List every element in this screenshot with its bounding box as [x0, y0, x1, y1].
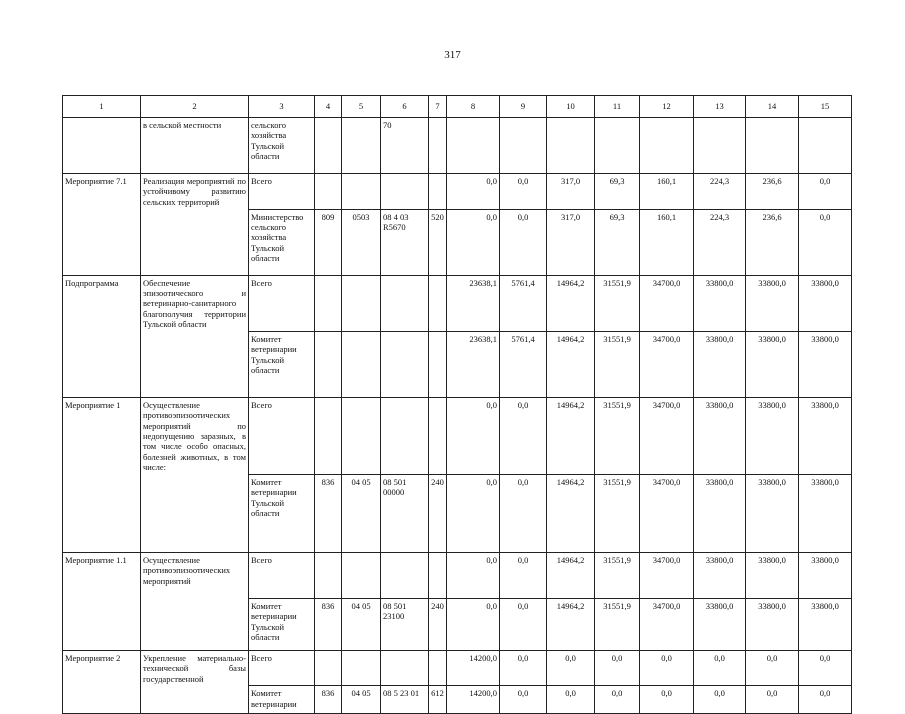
expense-type-cell	[429, 397, 447, 474]
expense-type-cell	[429, 118, 447, 174]
amount-cell: 0,0	[500, 397, 547, 474]
amount-cell: 33800,0	[694, 552, 746, 598]
amount-cell: 33800,0	[746, 598, 799, 650]
amount-cell: 33800,0	[746, 275, 799, 331]
target-code-cell	[381, 650, 429, 686]
amount-cell	[547, 118, 595, 174]
expense-type-cell	[429, 275, 447, 331]
amount-cell: 34700,0	[640, 275, 694, 331]
amount-cell	[799, 118, 852, 174]
amount-cell: 0,0	[500, 474, 547, 552]
amount-cell: 31551,9	[595, 552, 640, 598]
measure-name-cell: Мероприятие 7.1	[63, 174, 141, 210]
grbs-code-cell	[315, 397, 342, 474]
amount-cell: 0,0	[447, 397, 500, 474]
amount-cell: 14964,2	[547, 275, 595, 331]
amount-cell: 33800,0	[746, 397, 799, 474]
target-code-cell	[381, 275, 429, 331]
header-cell: 8	[447, 96, 500, 118]
section-code-cell	[342, 650, 381, 686]
target-code-cell: 08 5 23 01	[381, 686, 429, 714]
measure-name-cell	[63, 474, 141, 552]
amount-cell: 0,0	[547, 650, 595, 686]
amount-cell: 0,0	[746, 686, 799, 714]
expense-type-cell	[429, 174, 447, 210]
amount-cell: 0,0	[595, 686, 640, 714]
table-row	[63, 650, 852, 686]
header-cell: 6	[381, 96, 429, 118]
amount-cell: 33800,0	[799, 275, 852, 331]
section-code-cell: 04 05	[342, 474, 381, 552]
header-cell: 9	[500, 96, 547, 118]
amount-cell: 0,0	[500, 598, 547, 650]
section-code-cell: 04 05	[342, 686, 381, 714]
expense-type-cell: 240	[429, 598, 447, 650]
measure-name-cell: Подпрограмма	[63, 275, 141, 331]
section-code-cell	[342, 552, 381, 598]
amount-cell: 34700,0	[640, 331, 694, 397]
amount-cell: 33800,0	[799, 552, 852, 598]
target-code-cell	[381, 552, 429, 598]
section-code-cell	[342, 174, 381, 210]
grbs-code-cell	[315, 275, 342, 331]
amount-cell: 14200,0	[447, 686, 500, 714]
target-code-cell: 08 501 00000	[381, 474, 429, 552]
measure-name-cell	[63, 331, 141, 397]
section-code-cell	[342, 118, 381, 174]
expense-type-cell: 520	[429, 209, 447, 275]
expense-type-cell	[429, 650, 447, 686]
table-row	[63, 397, 852, 474]
amount-cell: 317,0	[547, 209, 595, 275]
grbs-code-cell: 836	[315, 686, 342, 714]
amount-cell: 31551,9	[595, 474, 640, 552]
amount-cell	[595, 118, 640, 174]
amount-cell: 236,6	[746, 174, 799, 210]
expense-type-cell: 240	[429, 474, 447, 552]
section-code-cell: 0503	[342, 209, 381, 275]
section-code-cell	[342, 331, 381, 397]
amount-cell: 34700,0	[640, 397, 694, 474]
measure-name-cell	[63, 118, 141, 174]
amount-cell: 0,0	[746, 650, 799, 686]
grbs-code-cell: 836	[315, 598, 342, 650]
target-code-cell	[381, 397, 429, 474]
amount-cell: 33800,0	[799, 598, 852, 650]
amount-cell: 33800,0	[746, 474, 799, 552]
amount-cell: 69,3	[595, 174, 640, 210]
amount-cell: 0,0	[447, 474, 500, 552]
amount-cell: 14964,2	[547, 397, 595, 474]
table-row	[63, 598, 852, 650]
amount-cell: 23638,1	[447, 331, 500, 397]
amount-cell: 14964,2	[547, 598, 595, 650]
amount-cell: 33800,0	[799, 474, 852, 552]
amount-cell: 33800,0	[694, 331, 746, 397]
measure-name-cell	[63, 598, 141, 650]
amount-cell	[746, 118, 799, 174]
grbs-code-cell: 836	[315, 474, 342, 552]
amount-cell: 0,0	[500, 174, 547, 210]
amount-cell	[640, 118, 694, 174]
header-row	[63, 96, 852, 118]
amount-cell: 0,0	[500, 552, 547, 598]
table-row	[63, 686, 852, 714]
expense-type-cell	[429, 552, 447, 598]
amount-cell: 31551,9	[595, 598, 640, 650]
grbs-code-cell	[315, 174, 342, 210]
amount-cell: 31551,9	[595, 397, 640, 474]
measure-description-cell: Осуществление противоэпизоотических мероприятий по недопущению заразных, в том числе особо опасных, болезней животных, в том числе:	[141, 397, 249, 474]
expense-type-cell: 612	[429, 686, 447, 714]
amount-cell: 0,0	[447, 209, 500, 275]
amount-cell: 317,0	[547, 174, 595, 210]
amount-cell: 5761,4	[500, 275, 547, 331]
amount-cell: 69,3	[595, 209, 640, 275]
table-row	[63, 209, 852, 275]
header-cell: 4	[315, 96, 342, 118]
amount-cell	[694, 118, 746, 174]
executor-cell: сельского хозяйства Тульской области	[249, 118, 315, 174]
grbs-code-cell	[315, 118, 342, 174]
measure-name-cell	[63, 209, 141, 275]
expense-type-cell	[429, 331, 447, 397]
amount-cell: 0,0	[640, 686, 694, 714]
table-row	[63, 474, 852, 552]
amount-cell: 0,0	[799, 686, 852, 714]
measure-description-cell: Осуществление противоэпизоотических мероприятий	[141, 552, 249, 598]
table-row	[63, 275, 852, 331]
table-row	[63, 174, 852, 210]
measure-description-cell	[141, 209, 249, 275]
header-cell: 13	[694, 96, 746, 118]
header-cell: 2	[141, 96, 249, 118]
amount-cell	[500, 118, 547, 174]
header-cell: 14	[746, 96, 799, 118]
amount-cell: 14964,2	[547, 474, 595, 552]
header-cell: 15	[799, 96, 852, 118]
amount-cell: 31551,9	[595, 331, 640, 397]
amount-cell: 14200,0	[447, 650, 500, 686]
measure-description-cell: в сельской местности	[141, 118, 249, 174]
target-code-cell: 08 501 23100	[381, 598, 429, 650]
amount-cell: 0,0	[799, 174, 852, 210]
amount-cell: 34700,0	[640, 474, 694, 552]
measure-name-cell	[63, 686, 141, 714]
amount-cell: 33800,0	[799, 397, 852, 474]
amount-cell: 14964,2	[547, 331, 595, 397]
amount-cell: 33800,0	[799, 331, 852, 397]
amount-cell: 14964,2	[547, 552, 595, 598]
amount-cell: 0,0	[447, 552, 500, 598]
executor-cell: Всего	[249, 650, 315, 686]
amount-cell	[447, 118, 500, 174]
amount-cell: 0,0	[547, 686, 595, 714]
header-cell: 5	[342, 96, 381, 118]
executor-cell: Всего	[249, 397, 315, 474]
section-code-cell	[342, 275, 381, 331]
amount-cell: 33800,0	[694, 275, 746, 331]
executor-cell: Всего	[249, 174, 315, 210]
measure-description-cell: Обеспечение эпизоотического и ветеринарно-санитарного благополучия территории Тульской области	[141, 275, 249, 331]
amount-cell: 0,0	[799, 650, 852, 686]
header-cell: 12	[640, 96, 694, 118]
budget-table	[62, 95, 852, 714]
target-code-cell	[381, 331, 429, 397]
amount-cell: 0,0	[447, 174, 500, 210]
measure-name-cell: Мероприятие 2	[63, 650, 141, 686]
header-cell: 1	[63, 96, 141, 118]
measure-description-cell: Укрепление материально-технической базы государственной	[141, 650, 249, 686]
target-code-cell	[381, 174, 429, 210]
header-cell: 3	[249, 96, 315, 118]
executor-cell: Министерство сельского хозяйства Тульской области	[249, 209, 315, 275]
grbs-code-cell	[315, 331, 342, 397]
measure-name-cell: Мероприятие 1	[63, 397, 141, 474]
measure-description-cell	[141, 686, 249, 714]
amount-cell: 34700,0	[640, 552, 694, 598]
executor-cell: Всего	[249, 275, 315, 331]
executor-cell: Комитет ветеринарии Тульской области	[249, 474, 315, 552]
target-code-cell: 08 4 03 R5670	[381, 209, 429, 275]
amount-cell: 33800,0	[694, 474, 746, 552]
amount-cell: 0,0	[500, 686, 547, 714]
executor-cell: Всего	[249, 552, 315, 598]
measure-description-cell: Реализация мероприятий по устойчивому развитию сельских территорий	[141, 174, 249, 210]
amount-cell: 33800,0	[694, 598, 746, 650]
grbs-code-cell	[315, 552, 342, 598]
grbs-code-cell: 809	[315, 209, 342, 275]
amount-cell: 0,0	[447, 598, 500, 650]
header-cell: 7	[429, 96, 447, 118]
amount-cell: 224,3	[694, 174, 746, 210]
amount-cell: 33800,0	[746, 331, 799, 397]
amount-cell: 224,3	[694, 209, 746, 275]
amount-cell: 236,6	[746, 209, 799, 275]
amount-cell: 0,0	[500, 650, 547, 686]
amount-cell: 33800,0	[746, 552, 799, 598]
executor-cell: Комитет ветеринарии Тульской области	[249, 598, 315, 650]
section-code-cell	[342, 397, 381, 474]
executor-cell: Комитет ветеринарии	[249, 686, 315, 714]
amount-cell: 160,1	[640, 209, 694, 275]
amount-cell: 33800,0	[694, 397, 746, 474]
grbs-code-cell	[315, 650, 342, 686]
measure-description-cell	[141, 474, 249, 552]
measure-description-cell	[141, 331, 249, 397]
header-cell: 11	[595, 96, 640, 118]
table-row	[63, 118, 852, 174]
executor-cell: Комитет ветеринарии Тульской области	[249, 331, 315, 397]
header-cell: 10	[547, 96, 595, 118]
table-row	[63, 331, 852, 397]
amount-cell: 0,0	[640, 650, 694, 686]
amount-cell: 5761,4	[500, 331, 547, 397]
amount-cell: 23638,1	[447, 275, 500, 331]
target-code-cell: 70	[381, 118, 429, 174]
amount-cell: 0,0	[694, 650, 746, 686]
measure-name-cell: Мероприятие 1.1	[63, 552, 141, 598]
amount-cell: 0,0	[595, 650, 640, 686]
section-code-cell: 04 05	[342, 598, 381, 650]
table-row	[63, 552, 852, 598]
amount-cell: 0,0	[799, 209, 852, 275]
amount-cell: 160,1	[640, 174, 694, 210]
page-number: 317	[444, 49, 461, 61]
amount-cell: 31551,9	[595, 275, 640, 331]
measure-description-cell	[141, 598, 249, 650]
amount-cell: 34700,0	[640, 598, 694, 650]
amount-cell: 0,0	[500, 209, 547, 275]
amount-cell: 0,0	[694, 686, 746, 714]
